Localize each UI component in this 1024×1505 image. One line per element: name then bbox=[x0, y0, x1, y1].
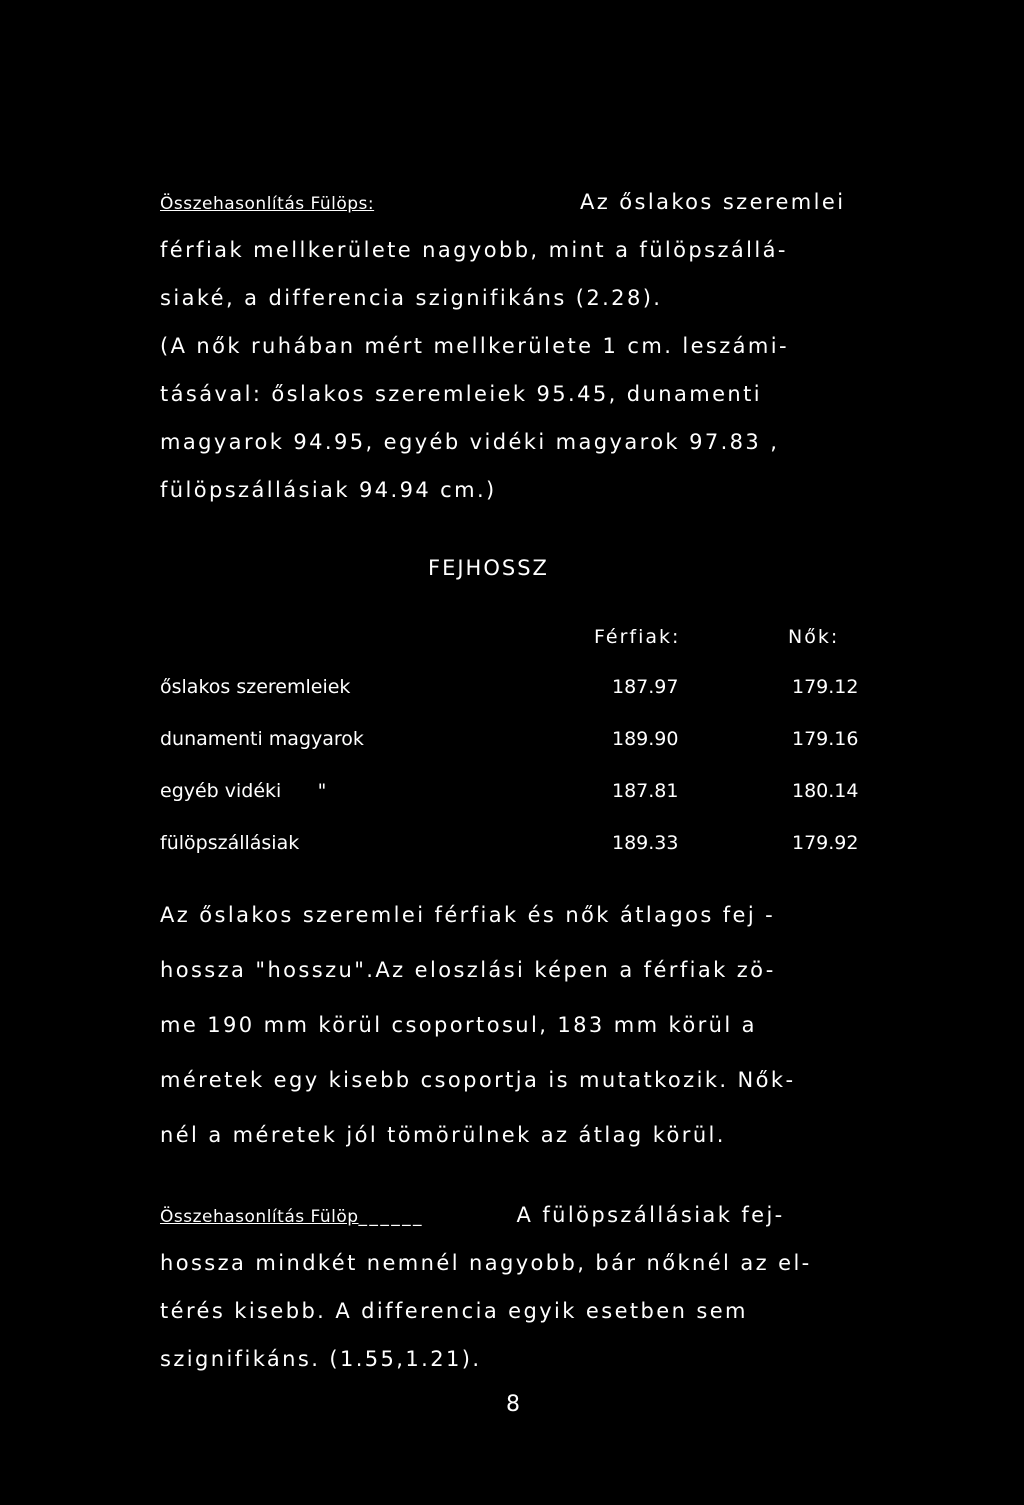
row-men-value: 189.33 bbox=[612, 832, 679, 854]
section3-heading-dashes: ______ bbox=[358, 1207, 424, 1227]
section3-line-3: szignifikáns. (1.55,1.21). bbox=[160, 1347, 482, 1371]
page-number: 8 bbox=[506, 1392, 520, 1417]
para2-line-4: nél a méretek jól tömörülnek az átlag körül. bbox=[160, 1123, 726, 1147]
row-label: egyéb vidéki " bbox=[160, 780, 327, 802]
section1-line-2: siaké, a differencia szignifikáns (2.28). bbox=[160, 286, 663, 310]
section1-first-line bbox=[160, 187, 930, 219]
table-row bbox=[160, 724, 900, 754]
para2-line-2: me 190 mm körül csoportosul, 183 mm körül a bbox=[160, 1013, 757, 1037]
section1-line-6: fülöpszállásiak 94.94 cm.) bbox=[160, 478, 497, 502]
col-header-men: Férfiak: bbox=[594, 626, 681, 648]
section1-line-0: Az őslakos szeremlei bbox=[580, 190, 846, 214]
section1-line-3: (A nők ruhában mért mellkerülete 1 cm. leszámi- bbox=[160, 334, 790, 358]
table-row bbox=[160, 828, 900, 858]
row-women-value: 179.16 bbox=[792, 728, 859, 750]
row-men-value: 187.97 bbox=[612, 676, 679, 698]
table-row bbox=[160, 776, 900, 806]
section3-line-2: térés kisebb. A differencia egyik esetben sem bbox=[160, 1299, 748, 1323]
row-men-value: 187.81 bbox=[612, 780, 679, 802]
section3-line-1: hossza mindkét nemnél nagyobb, bár nőknél az el- bbox=[160, 1251, 812, 1275]
row-women-value: 179.12 bbox=[792, 676, 859, 698]
section1-line-1: férfiak mellkerülete nagyobb, mint a fülöpszállá- bbox=[160, 238, 788, 262]
para2-line-1: hossza "hosszu".Az eloszlási képen a férfiak zö- bbox=[160, 958, 776, 982]
section1-line-5: magyarok 94.95, egyéb vidéki magyarok 97.83 , bbox=[160, 430, 780, 454]
row-label: őslakos szeremleiek bbox=[160, 676, 351, 698]
table-row bbox=[160, 672, 900, 702]
para2-line-0: Az őslakos szeremlei férfiak és nők átlagos fej - bbox=[160, 903, 776, 927]
row-women-value: 179.92 bbox=[792, 832, 859, 854]
table-title: FEJHOSSZ bbox=[428, 556, 549, 580]
row-label: dunamenti magyarok bbox=[160, 728, 364, 750]
section3-first-line bbox=[160, 1200, 930, 1232]
section3-heading: Összehasonlítás Fülöp bbox=[160, 1207, 359, 1227]
row-label: fülöpszállásiak bbox=[160, 832, 300, 854]
row-men-value: 189.90 bbox=[612, 728, 679, 750]
section3-line-0: A fülöpszállásiak fej- bbox=[516, 1203, 785, 1227]
section1-line-4: tásával: őslakos szeremleiek 95.45, dunamenti bbox=[160, 382, 762, 406]
section1-heading: Összehasonlítás Fülöps: bbox=[160, 194, 375, 214]
para2-line-3: méretek egy kisebb csoportja is mutatkozik. Nők- bbox=[160, 1068, 796, 1092]
col-header-women: Nők: bbox=[788, 626, 840, 648]
row-women-value: 180.14 bbox=[792, 780, 859, 802]
table-header-row bbox=[160, 622, 900, 652]
